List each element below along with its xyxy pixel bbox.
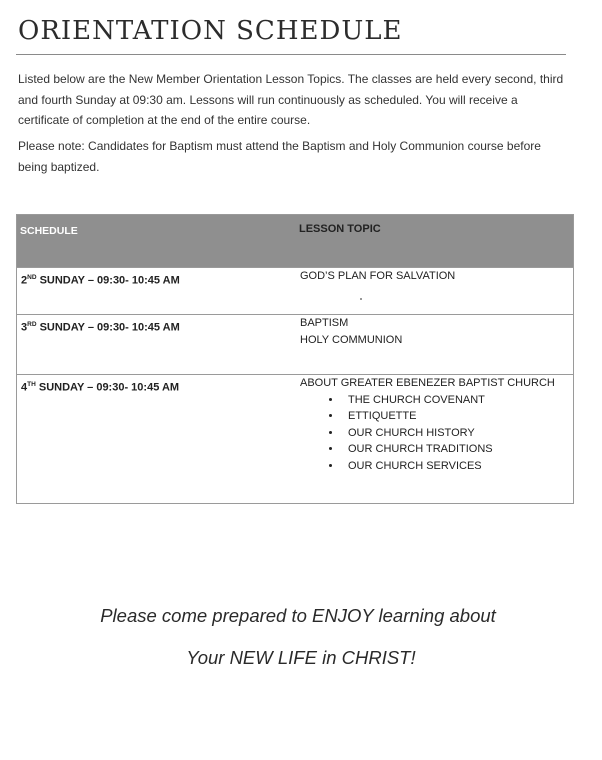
closing-line-1: Please come prepared to ENJOY learning about xyxy=(100,605,496,626)
table-row xyxy=(17,314,573,375)
title-divider xyxy=(16,54,566,55)
list-item: • ETTIQUETTE xyxy=(342,408,555,425)
table-row xyxy=(17,374,573,505)
topic-item: ABOUT GREATER EBENEZER BAPTIST CHURCH xyxy=(300,377,555,389)
list-item: • OUR CHURCH SERVICES xyxy=(342,458,555,475)
schedule-cell xyxy=(21,381,179,394)
list-item: • THE CHURCH COVENANT xyxy=(342,392,555,409)
schedule-table xyxy=(16,214,574,504)
topic-item: HOLY COMMUNION xyxy=(300,333,403,346)
list-item: • OUR CHURCH HISTORY xyxy=(342,425,555,442)
list-item: • OUR CHURCH TRADITIONS xyxy=(342,441,555,458)
ordinal: 3 xyxy=(21,321,28,334)
closing-line-2: Your NEW LIFE in CHRIST! xyxy=(186,647,416,668)
ordinal-suffix: TH xyxy=(27,381,36,388)
topic-cell xyxy=(300,315,402,348)
header-lesson-topic: LESSON TOPIC xyxy=(299,223,381,235)
intro-paragraph: Listed below are the New Member Orientation Lesson Topics. The classes are held every second, third and fourth Sunday at 09:30 am. Lessons will run continuously as scheduled. You will receive a certificate of completion at the end of the entire course. xyxy=(18,72,564,127)
ordinal-suffix: RD xyxy=(27,321,37,328)
schedule-cell xyxy=(21,321,180,334)
stray-mark xyxy=(360,298,362,300)
baptism-note: Please note: Candidates for Baptism must attend the Baptism and Holy Communion course before being baptized. xyxy=(18,139,541,174)
topic-item: GOD’S PLAN FOR SALVATION xyxy=(300,270,456,282)
schedule-cell xyxy=(21,274,180,287)
topic-item: BAPTISM xyxy=(300,317,349,329)
topic-cell xyxy=(300,268,455,285)
topic-bullet-list xyxy=(300,392,555,475)
ordinal: 4 xyxy=(21,381,28,394)
ordinal-suffix: ND xyxy=(27,274,37,281)
ordinal: 2 xyxy=(21,274,28,287)
page-title: ORIENTATION SCHEDULE xyxy=(18,16,403,46)
table-header xyxy=(17,215,573,267)
time-text: SUNDAY – 09:30- 10:45 AM xyxy=(36,274,180,287)
time-text: SUNDAY – 09:30- 10:45 AM xyxy=(36,321,180,334)
header-schedule: SCHEDULE xyxy=(20,225,78,237)
topic-cell xyxy=(300,375,555,474)
time-text: SUNDAY – 09:30- 10:45 AM xyxy=(35,381,180,394)
table-row xyxy=(17,267,573,315)
